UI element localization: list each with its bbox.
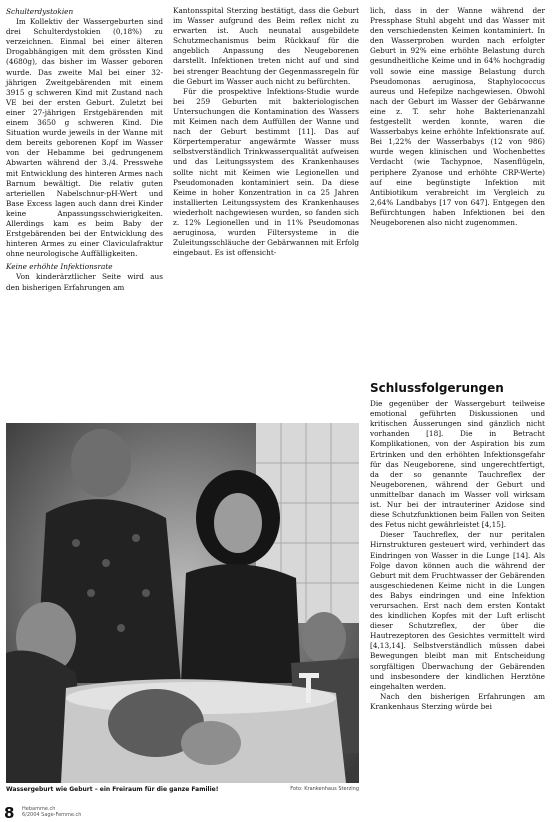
paragraph: lich, dass in der Wanne während der Pressphase Stuhl abgeht und das Wasser mit den verschiedensten Keimen kontaminiert. In den Wasserproben wurden nach erfolgter Geburt in 92% eine erhöhte Belastung durch gesundheitliche Keime und in 64% hochgradig voll sowie eine massige Belastung durch Pseudomonas aeruginosa, Staphylococcus aureus und Hefepilze nachgewiesen. Obwohl nach der Geburt im Wasser der Gebärwanne eine z. T. sehr hohe Bakterienanzahl festgestellt werden konnte, waren die Wasserbabys keine erhöhte Infektionsrate auf. Bei 1,22% der Wasserbabys (12 von 986) wurde wegen klinischen und Wochenbettes Verdacht (wie Tachypnoe, Nasenflügeln, periphere Zyanose und erhöhte CRP-Werte) auf eine begünstigte Infektion mit Antibiotikum verabreicht im Vergleich zu 2,64% Landbabys [17 von 647]. Entgegen den Befürchtungen haben Infektionen bei den Neugeborenen also nicht zugenommen. — [370, 6, 545, 227]
column-middle — [173, 6, 359, 258]
photo-credit: Foto: Krankenhaus Sterzing — [290, 786, 359, 792]
paragraph: Die gegenüber der Wassergeburt teilweise emotional geführten Diskussionen und kritischen Äusserungen sind gänzlich nicht vorhanden [18]. Die in Betracht Komplikationen, von der Aspiration bis zum Ertrinken und den erhöhten Infektionsgefahr für das Neugeborene, sind ungerechtfertigt, da der so genannte Tauchreflex der Neugeborenen, während der Geburt und unmittelbar danach im Wasser voll wirksam ist. Nur bei der intrauteriner Azidose sind diese Schutzfunktionen beim Fallen von Seiten des Fetus nicht gewährleistet [4,15]. — [370, 399, 545, 530]
paragraph: Im Kollektiv der Wassergeburten sind drei Schulterdystokien (0,18%) zu verzeichnen. Einmal bei einer älteren Drogabhängigen mit dem grössten Kind (4680g), das bisher im Wasser geboren wurde. Das zweite Mal bei einer 32-jährigen Zweitgebärenden mit einem 3915 g schweren Kind mit Zustand nach VE bei der ersten Geburt. Zuletzt bei einer 27-jährigen Erstgebärenden mit einem 3650 g schweren Kind. Die Situation wurde jeweils in der Wanne mit dem bereits geborenen Kopf im Wasser von der Hebamme bei gedrungenem Abwarten während der 3./4. Presswehe mit Entwicklung des hinteren Armes nach Barnum bewältigt. Die relativ guten arteriellen Nabelschnur-pH-Wert und Base Excess lagen auch dann drei Kinder keine Anpassungsschwierigkeiten. Allerdings kam es beim Baby der Erstgebärenden bei der Entwicklung des hinteren Armes zu einer Claviculafraktur ohne neurologische Auffälligkeiten. — [6, 17, 163, 259]
footer-line-journal: Hebamme.ch — [22, 806, 56, 812]
paragraph: Nach den bisherigen Erfahrungen am Krankenhaus Sterzing würde bei — [370, 691, 545, 711]
column-right-bottom — [370, 383, 545, 712]
section-heading-schlussfolgerungen: Schlussfolgerungen — [370, 381, 504, 395]
photo-caption — [6, 786, 359, 793]
journal-footer — [22, 806, 81, 818]
family-water-birth-photo — [6, 423, 359, 783]
column-left — [6, 6, 163, 293]
section-subheading-schulterdystokien: Schulterdystokien — [6, 7, 74, 16]
caption-text: Wassergeburt wie Geburt – ein Freiraum für die ganze Familie! — [6, 786, 219, 793]
paragraph: Von kinderärztlicher Seite wird aus den bisherigen Erfahrungen am — [6, 272, 163, 292]
section-subheading-infektionsrate: Keine erhöhte Infektionsrate — [6, 262, 113, 272]
paragraph: Dieser Tauchreflex, der nur peritalen Hirnstrukturen gesteuert wird, verhindert das Eindringen von Wasser in die Lunge [14]. Als Folge davon können auch die während der Geburt mit dem Fruchtwasser der Gebärenden ausgeschiedenen Keime nicht in die Lungen des Babys eindringen und eine Infektion verursachen. Erst nach dem ersten Kontakt des kindlichen Kopfes mit der Luft erlischt dieser Schutzreflex, der über die Hautrezeptoren des Gesichtes vermittelt wird [4,13,14]. Selbstverständlich müssen dabei Bewegungen bleibt man mit Entscheidung sorgfältigen Überwachung der Gebärenden und insbesondere der kindlichen Herztöne eingehalten werden. — [370, 530, 545, 691]
page-number: 8 — [4, 804, 15, 822]
photo-illustration — [6, 423, 359, 783]
column-right-top — [370, 6, 545, 228]
paragraph: Kantonsspital Sterzing bestätigt, dass die Geburt im Wasser aufgrund des Beim reflex nicht zu erwarten ist. Auch neunatal ausgebildete Schutzmechanismus beim Rückkauf für die angeblich Anpassung des Neugeborenen darstellt. Infektionen treten nicht auf und sind bei strenger Beachtung der Gegenmassregeln für die Geburt im Wasser auch nicht zu befürchten. — [173, 6, 359, 86]
footer-line-issue: 6/2004 Sage-Femme.ch — [22, 812, 82, 818]
paragraph: Für die prospektive Infektions-Studie wurde bei 259 Geburten mit bakteriologischen Untersuchungen die Kontamination des Wassers mit Keimen nach dem Auffüllen der Wanne und nach der Geburt bestimmt [11]. Das auf Körpertemperatur angewärmte Wasser muss selbstverständlich Trinkwasserqualität aufweisen und das Leitungssystem des Krankenhauses sollte nicht mit Keimen wie Legionellen und Pseudomonaden kontaminiert sein. Da diese Keime in hoher Konzentration in ca 25 Jahren installierten Leitungssystem des Krankenhauses wiederholt nachgewiesen wurden, so fanden sich z. 12% Legionellen und in 11% Pseudomonas aeruginosa, wurden Filtersysteme in die Zuleitungsschläuche der Gebärwannen mit Erfolg eingebaut. Es ist offensicht- — [173, 86, 359, 258]
